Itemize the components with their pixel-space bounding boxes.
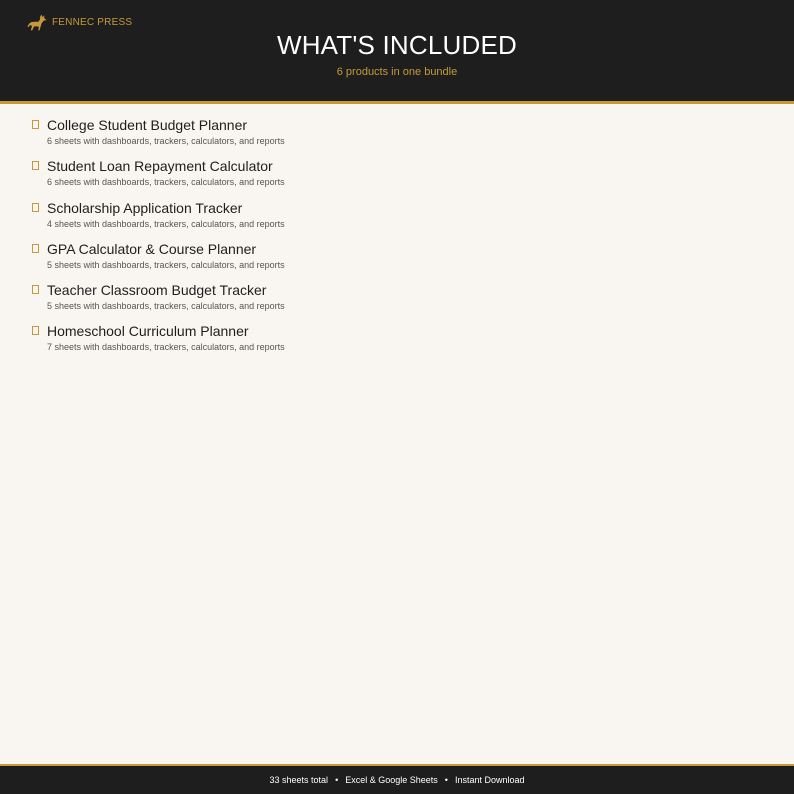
list-item: [32, 323, 732, 364]
footer-delivery: Instant Download: [454, 775, 525, 785]
product-description: 6 sheets with dashboards, trackers, calculators, and reports: [47, 136, 285, 146]
bullet-square-icon: [32, 203, 39, 212]
product-title: Teacher Classroom Budget Tracker: [47, 282, 267, 299]
product-description: 5 sheets with dashboards, trackers, calculators, and reports: [47, 301, 285, 312]
page-title: WHAT'S INCLUDED: [276, 30, 518, 60]
list-item: [32, 117, 732, 158]
footer-bar: [0, 764, 794, 794]
product-description: 6 sheets with dashboards, trackers, calculators, and reports: [47, 177, 285, 188]
product-description: 5 sheets with dashboards, trackers, calculators, and reports: [47, 259, 285, 270]
bullet-square-icon: [32, 161, 39, 170]
list-item: [32, 241, 732, 282]
list-item: [32, 282, 732, 323]
brand-name: FENNEC PRESS: [52, 16, 133, 28]
footer-format: Excel & Google Sheets: [345, 775, 438, 785]
product-title: GPA Calculator & Course Planner: [47, 240, 257, 257]
page-subtitle: 6 products in one bundle: [336, 66, 458, 78]
brand: [27, 12, 132, 32]
bullet-square-icon: [32, 285, 39, 294]
product-description: 4 sheets with dashboards, trackers, calculators, and reports: [47, 218, 285, 229]
header-banner: [0, 0, 794, 104]
product-description: 7 sheets with dashboards, trackers, calculators, and reports: [47, 342, 285, 353]
footer-sheet-count: 33 sheets total: [269, 775, 329, 785]
list-item: [32, 158, 732, 199]
fox-icon: [27, 14, 47, 31]
product-title: Homeschool Curriculum Planner: [47, 323, 249, 340]
product-title: College Student Budget Planner: [47, 117, 248, 133]
bullet-square-icon: [32, 244, 39, 253]
product-list: [32, 117, 732, 365]
bullet-square-icon: [32, 326, 39, 335]
footer-separator: •: [444, 775, 448, 785]
product-title: Scholarship Application Tracker: [47, 199, 243, 216]
product-title: Student Loan Repayment Calculator: [47, 158, 273, 175]
footer-separator: •: [335, 775, 339, 785]
bullet-square-icon: [32, 120, 39, 129]
list-item: [32, 200, 732, 241]
